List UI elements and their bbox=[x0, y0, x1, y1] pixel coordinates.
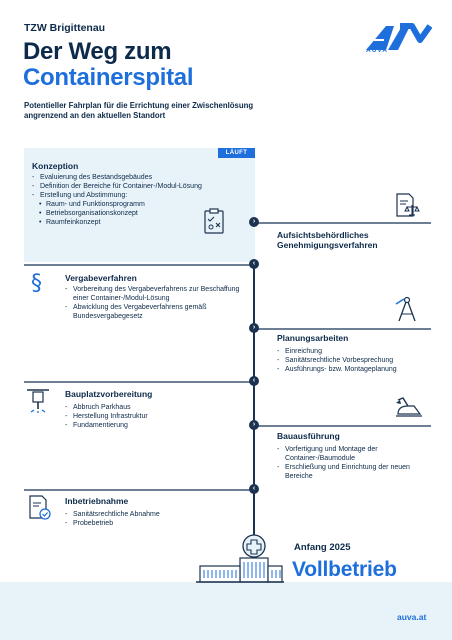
phase-title-vergabe: Vergabeverfahren bbox=[65, 273, 137, 283]
list-item: - Erstellung und Abstimmung: bbox=[32, 191, 252, 200]
jackhammer-icon bbox=[25, 385, 51, 415]
list-item: - Abwicklung des Vergabeverfahrens gemäß Bundesvergabegesetz bbox=[65, 303, 250, 321]
page-title-line1: Der Weg zum bbox=[23, 38, 172, 65]
timeline-connector bbox=[24, 264, 255, 266]
timeline-node-chevron-right: › bbox=[249, 323, 259, 333]
list-item: - Einreichung bbox=[277, 347, 437, 356]
phase-title-konzeption: Konzeption bbox=[32, 161, 79, 171]
timeline-connector bbox=[255, 425, 431, 427]
hospital-building-icon bbox=[196, 532, 284, 584]
auva-logo-icon bbox=[364, 22, 432, 62]
timeline-node-chevron-left: ‹ bbox=[249, 259, 259, 269]
list-item: - Erschließung und Einrichtung der neuen Bereiche bbox=[277, 463, 427, 481]
document-scales-icon bbox=[394, 192, 420, 218]
page-subtitle: Potentieller Fahrplan für die Errichtung einer Zwischenlösung angrenzend an den aktuellen Standort bbox=[24, 101, 254, 120]
list-item: - Sanitätsrechtliche Vorbesprechung bbox=[277, 356, 437, 365]
phase-list-inbetriebnahme bbox=[65, 510, 245, 528]
timeline-connector bbox=[255, 328, 431, 330]
timeline-node-chevron-left: ‹ bbox=[249, 376, 259, 386]
list-item: • Raumfeinkonzept bbox=[32, 218, 252, 227]
timeline-node-chevron-left: ‹ bbox=[249, 484, 259, 494]
phase-title-genehmigung: Aufsichtsbehördliches Genehmigungsverfahren bbox=[277, 230, 378, 250]
footer-band bbox=[0, 582, 452, 640]
timeline-node-chevron-right: › bbox=[249, 217, 259, 227]
list-item: - Vorfertigung und Montage der Container-/Baumodule bbox=[277, 445, 427, 463]
list-item: • Betriebsorganisationskonzept bbox=[32, 209, 252, 218]
excavator-icon bbox=[394, 394, 424, 420]
timeline-connector bbox=[24, 381, 255, 383]
status-badge: LÄUFT bbox=[218, 148, 255, 158]
list-item: - Vorbereitung des Vergabeverfahrens zur Beschaffung einer Container-/Modul-Lösung bbox=[65, 285, 250, 303]
list-item: - Evaluierung des Bestandsgebäudes bbox=[32, 173, 252, 182]
footer-link[interactable]: auva.at bbox=[397, 612, 427, 622]
final-date: Anfang 2025 bbox=[294, 542, 351, 553]
phase-list-vergabe bbox=[65, 285, 250, 321]
list-item: - Definition der Bereiche für Container-/Modul-Lösung bbox=[32, 182, 252, 191]
logo-text: AUVA bbox=[366, 47, 388, 54]
paragraph-icon: § bbox=[31, 271, 42, 296]
list-item: - Ausführungs- bzw. Montageplanung bbox=[277, 365, 437, 374]
phase-title-planung: Planungsarbeiten bbox=[277, 333, 349, 343]
document-check-icon bbox=[27, 494, 53, 522]
phase-list-planung bbox=[277, 347, 437, 374]
phase-title-inbetriebnahme: Inbetriebnahme bbox=[65, 496, 129, 506]
list-item: • Raum- und Funktionsprogramm bbox=[32, 200, 252, 209]
list-item: - Sanitätsrechtliche Abnahme bbox=[65, 510, 245, 519]
list-item: - Herstellung Infrastruktur bbox=[65, 412, 245, 421]
drafting-compass-icon bbox=[394, 296, 420, 324]
phase-list-bauausfuehrung bbox=[277, 445, 427, 481]
page-title-line2: Containerspital bbox=[23, 64, 194, 91]
brand-tag: TZW Brigittenau bbox=[24, 22, 106, 34]
list-item: - Probebetrieb bbox=[65, 519, 245, 528]
phase-list-bauplatz bbox=[65, 403, 245, 430]
phase-title-bauausfuehrung: Bauausführung bbox=[277, 431, 340, 441]
list-item: - Abbruch Parkhaus bbox=[65, 403, 245, 412]
list-item: - Fundamentierung bbox=[65, 421, 245, 430]
timeline-connector bbox=[255, 222, 431, 224]
timeline-connector bbox=[24, 489, 255, 491]
timeline-node-chevron-right: › bbox=[249, 420, 259, 430]
phase-title-bauplatz: Bauplatzvorbereitung bbox=[65, 389, 153, 399]
clipboard-checklist-icon bbox=[203, 208, 225, 234]
final-milestone: Vollbetrieb bbox=[292, 558, 397, 581]
